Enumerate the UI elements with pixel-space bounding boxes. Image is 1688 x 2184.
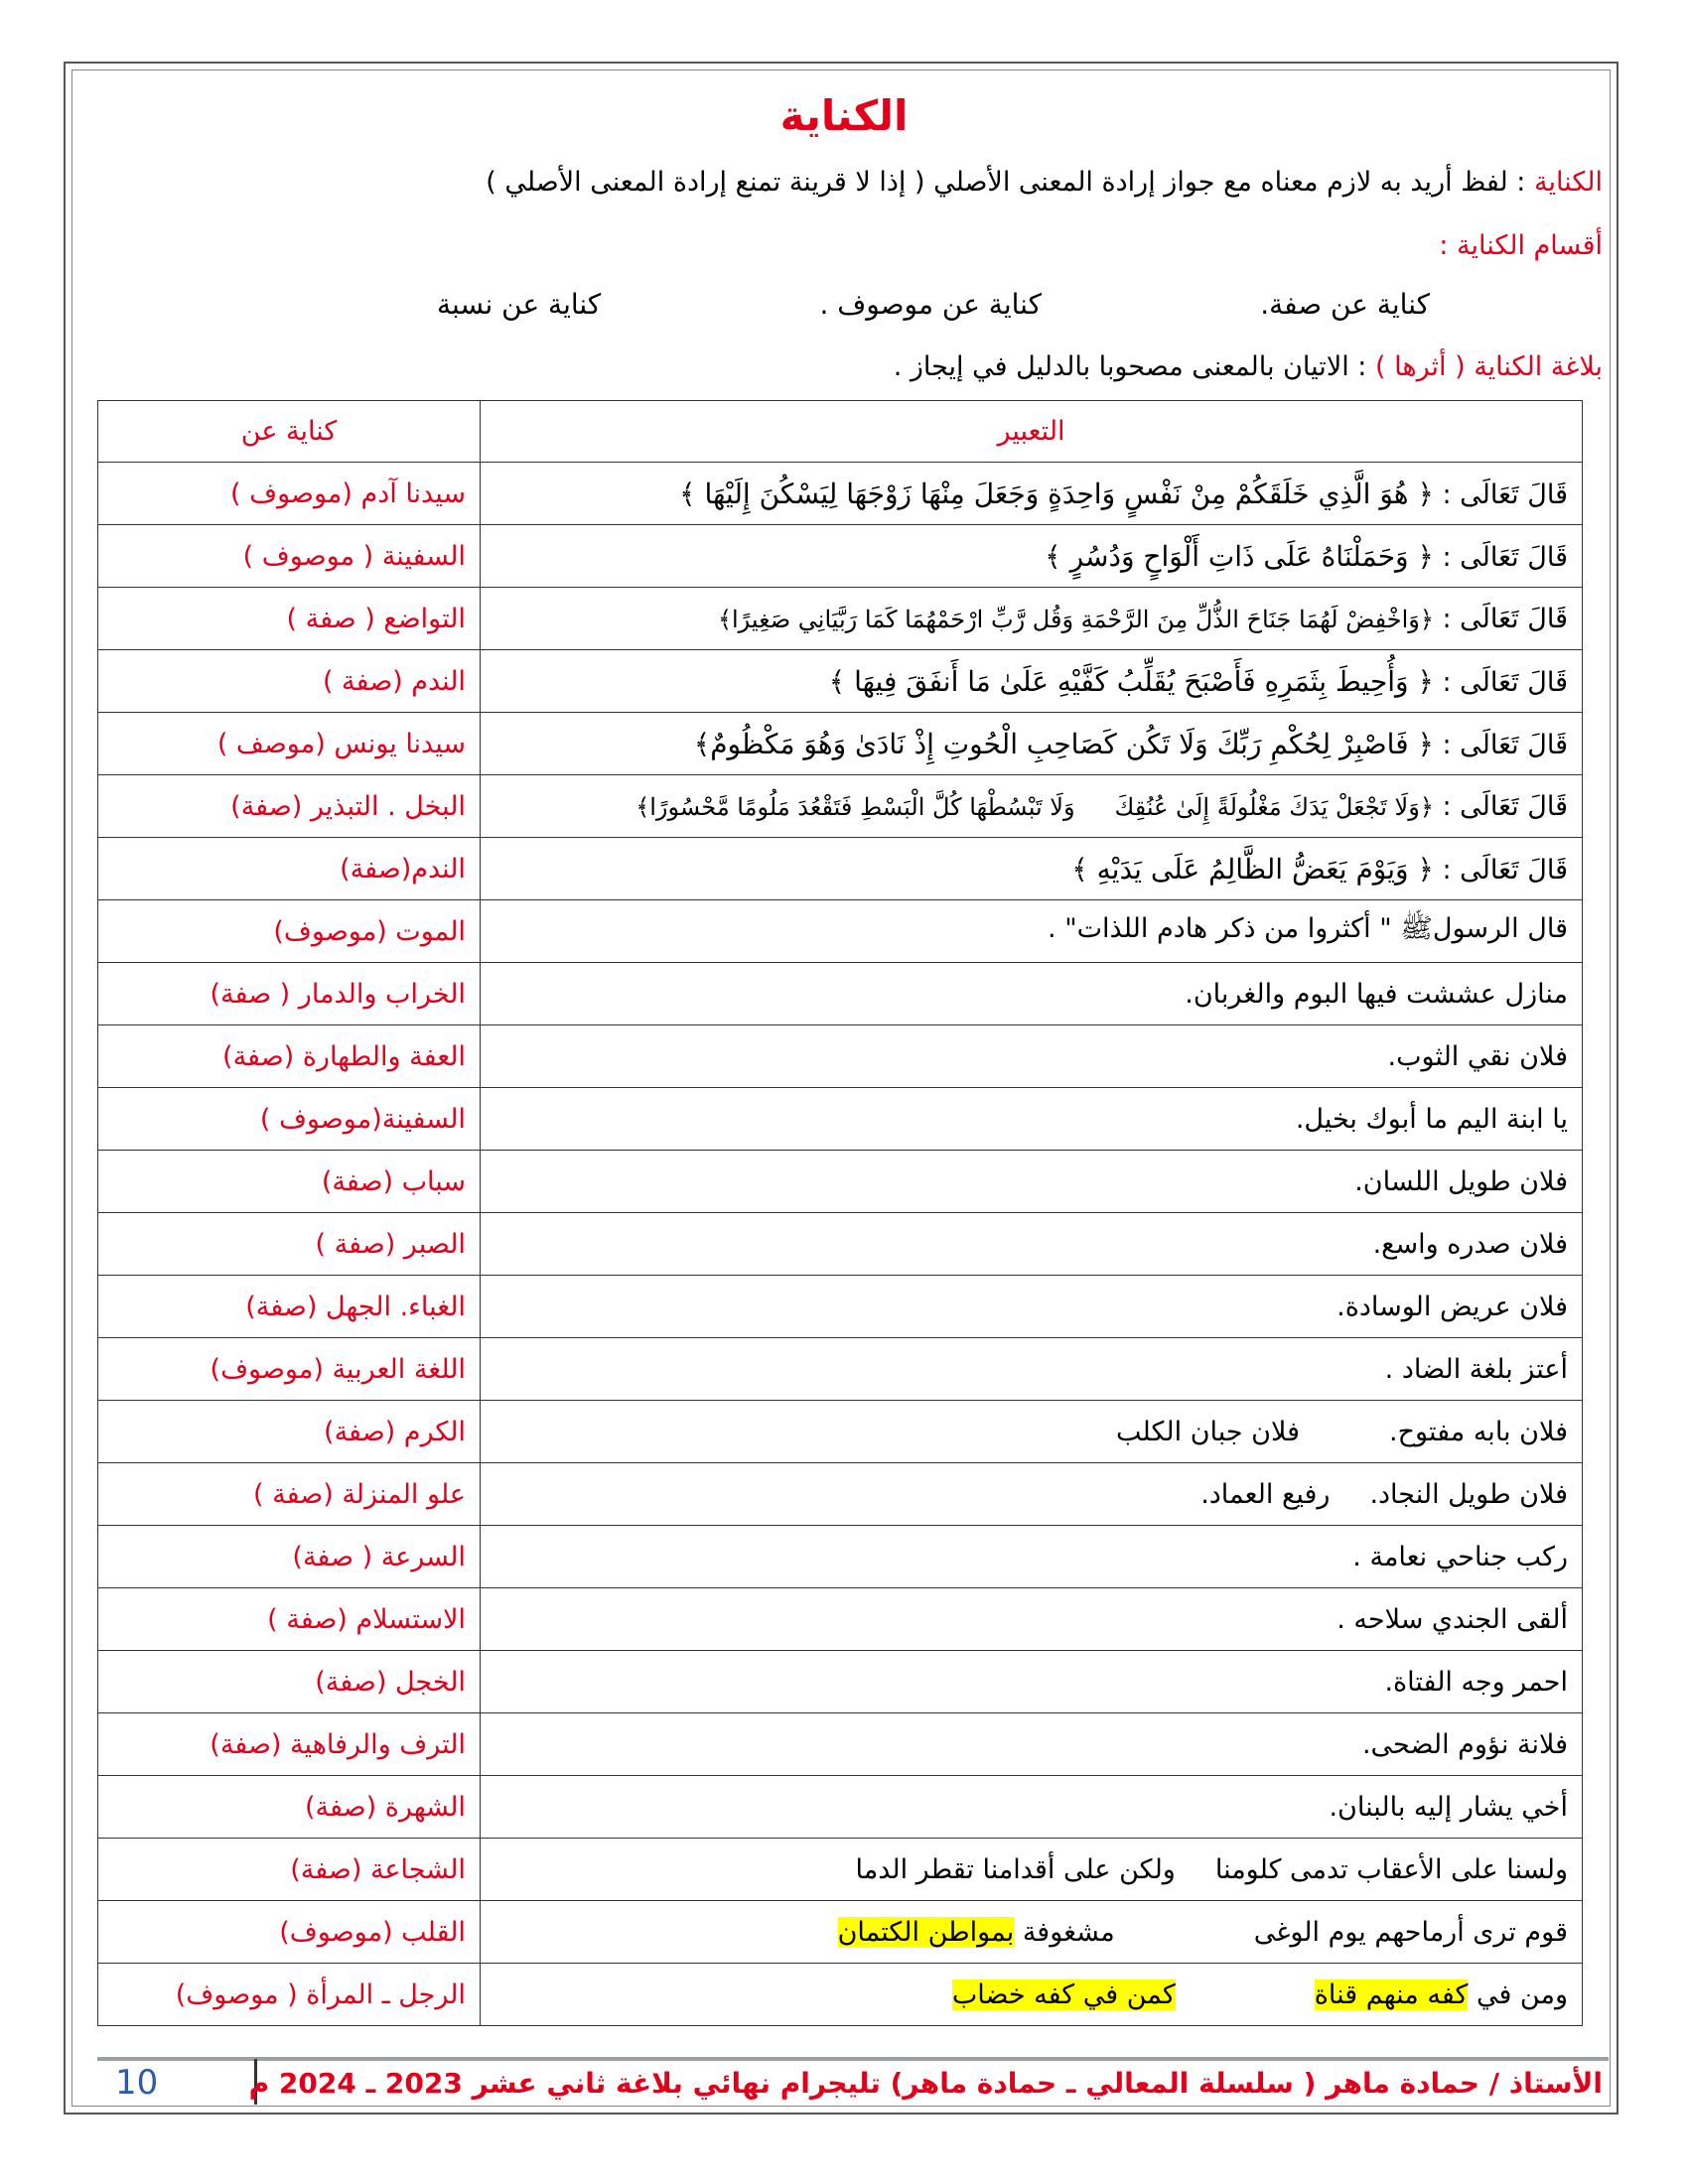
expression-text: ركب جناحي نعامة . [481,1526,1583,1588]
verse-prefix: قَالَ تَعَالَى : [1442,790,1568,822]
highlighted-phrase-second: كمن في كفه خضاب [951,1979,1176,2010]
table-row [98,1025,1583,1088]
kinaya-answer: العفة والطهارة (صفة) [98,1025,481,1088]
expression-text: منازل عششت فيها البوم والغربان. [481,963,1583,1025]
poem-first-hemistich: ولسنا على الأعقاب تدمى كلومنا [1214,1853,1568,1885]
verse-quote: ﴿ فَاصْبِرْ لِحُكْمِ رَبِّكَ وَلَا تَكُن كَصَاحِبِ الْحُوتِ إِذْ نَادَىٰ وَهُوَ مَكْظُومٌ﴾ [693,727,1434,760]
kinaya-table [97,400,1583,2026]
table-header-row [98,401,1583,463]
table-row [98,1463,1583,1526]
header-expression: التعبير [481,401,1583,463]
table-row [98,963,1583,1025]
table-row [98,463,1583,525]
verse-prefix: قَالَ تَعَالَى : [1442,854,1568,886]
kinaya-answer: سيدنا يونس (موصف ) [98,713,481,775]
kinaya-answer: الموت (موصوف) [98,900,481,963]
table-row [98,588,1583,650]
kinaya-answer: الخراب والدمار ( صفة) [98,963,481,1025]
expression-text: فلانة نؤوم الضحى. [481,1713,1583,1776]
verse-prefix: قَالَ تَعَالَى : [1442,729,1568,760]
table-row [98,525,1583,588]
sections-label: أقسام الكناية : [1439,230,1603,261]
expression-text: فلان صدره واسع. [481,1213,1583,1276]
table-row [98,1839,1583,1901]
expression-text: يا ابنة اليم ما أبوك بخيل. [481,1088,1583,1151]
kinaya-answer: الصبر (صفة ) [98,1213,481,1276]
poem-first-hemistich-start: ومن في [1476,1979,1568,2010]
table-row [98,1588,1583,1651]
poem-second-hemistich: ولكن على أقدامنا تقطر الدما [855,1853,1176,1885]
page-title: الكناية [779,91,909,140]
kinaya-answer: الشجاعة (صفة) [98,1839,481,1901]
expression-text: فلان طويل النجاد. [1369,1478,1568,1510]
expression-text: ألقى الجندي سلاحه . [481,1588,1583,1651]
verse-quote: ﴿ وَيَوْمَ يَعَضُّ الظَّالِمُ عَلَى يَدَيْهِ ﴾ [1071,852,1434,886]
table-row [98,1964,1583,2026]
header-kinaya: كناية عن [98,401,481,463]
kinaya-answer: الغباء. الجهل (صفة) [98,1276,481,1338]
footer-divider [97,2057,1609,2061]
page-number: 10 [115,2063,159,2103]
verse-prefix: قَالَ تَعَالَى : [1442,541,1568,573]
table-row [98,1776,1583,1839]
table-row [98,1713,1583,1776]
poem-second-hemistich-start: مشغوفة [1022,1916,1115,1948]
kinaya-answer: الكرم (صفة) [98,1401,481,1463]
expression-text: فلان نقي الثوب. [481,1025,1583,1088]
kinaya-answer: السفينة ( موصوف ) [98,525,481,588]
kinaya-answer: السفينة(موصوف ) [98,1088,481,1151]
table-row [98,713,1583,775]
kinaya-answer: السرعة ( صفة) [98,1526,481,1588]
highlighted-phrase: بمواطن الكتمان [837,1916,1015,1948]
table-row [98,1276,1583,1338]
kinaya-answer: البخل . التبذير (صفة) [98,775,481,838]
kinaya-answer: الاستسلام (صفة ) [98,1588,481,1651]
definition-label: الكناية [1533,167,1603,198]
kinaya-answer: الندم(صفة) [98,838,481,900]
table-row [98,900,1583,963]
verse-quote: ﴿ وَأُحِيطَ بِثَمَرِهِ فَأَصْبَحَ يُقَلِّبُ كَفَّيْهِ عَلَىٰ مَا أَنفَقَ فِيهَا ﴾ [828,664,1434,698]
kinaya-answer: الخجل (صفة) [98,1651,481,1713]
kinaya-answer: التواضع ( صفة ) [98,588,481,650]
expression-text: فلان بابه مفتوح. [1389,1416,1568,1447]
verse-quote: ﴿وَاخْفِضْ لَهُمَا جَنَاحَ الذُّلِّ مِنَ الرَّحْمَةِ وَقُل رَّبِّ ارْحَمْهُمَا كَمَا رَبَّيَانِي صَغِيرًا﴾ [717,605,1434,633]
table-row [98,650,1583,713]
table-row [98,1901,1583,1964]
definition-text: : لفظ أريد به لازم معناه مع جواز إرادة المعنى الأصلي ( إذا لا قرينة تمنع إرادة المعنى الأصلي ) [486,167,1526,198]
kinaya-answer: الندم (صفة ) [98,650,481,713]
kinaya-answer: سباب (صفة) [98,1151,481,1213]
balagha-label: بلاغة الكناية ( أثرها ) [1375,351,1603,382]
type-mawsoof: كناية عن موصوف . [819,288,1042,321]
kinaya-answer: اللغة العربية (موصوف) [98,1338,481,1401]
kinaya-types-list [437,288,1430,321]
table-row [98,1213,1583,1276]
table-row [98,1088,1583,1151]
kinaya-answer: علو المنزلة (صفة ) [98,1463,481,1526]
expression-text-second: فلان جبان الكلب [1116,1416,1301,1447]
poem-first-hemistich: قوم ترى أرماحهم يوم الوغى [1253,1916,1568,1948]
footer-author-line: الأستاذ / حمادة ماهر ( سلسلة المعالي ـ حمادة ماهر) تليجرام نهائي بلاغة ثاني عشر 2023 ـ 2024 م [248,2067,1603,2100]
verse-quote: ﴿ وَحَمَلْنَاهُ عَلَى ذَاتِ أَلْوَاحٍ وَدُسُرٍ ﴾ [1045,539,1434,573]
expression-text-second: رفيع العماد. [1200,1478,1331,1510]
balagha-line [894,351,1603,382]
table-row [98,1401,1583,1463]
verse-quote-second-half: وَلَا تَبْسُطْهَا كُلَّ الْبَسْطِ فَتَقْعُدَ مَلُومًا مَّحْسُورًا﴾ [635,792,1075,821]
table-row [98,1651,1583,1713]
kinaya-answer: الرجل ـ المرأة ( موصوف) [98,1964,481,2026]
table-row [98,1526,1583,1588]
expression-text: أخي يشار إليه بالبنان. [481,1776,1583,1839]
highlighted-phrase: كفه منهم قناة [1314,1979,1469,2010]
table-row [98,838,1583,900]
verse-prefix: قَالَ تَعَالَى : [1442,478,1568,510]
verse-quote: ﴿ هُوَ الَّذِي خَلَقَكُمْ مِنْ نَفْسٍ وَاحِدَةٍ وَجَعَلَ مِنْهَا زَوْجَهَا لِيَسْكُنَ إِلَيْهَا ﴾ [679,477,1434,510]
verse-quote: ﴿وَلَا تَجْعَلْ يَدَكَ مَغْلُولَةً إِلَىٰ عُنُقِكَ [1114,792,1434,821]
table-row [98,775,1583,838]
table-row [98,1151,1583,1213]
type-nisba: كناية عن نسبة [437,288,602,321]
kinaya-answer: سيدنا آدم (موصوف ) [98,463,481,525]
verse-prefix: قَالَ تَعَالَى : [1442,666,1568,698]
expression-text: احمر وجه الفتاة. [481,1651,1583,1713]
definition-line [486,167,1603,198]
kinaya-answer: الترف والرفاهية (صفة) [98,1713,481,1776]
balagha-text: : الاتيان بالمعنى مصحوبا بالدليل في إيجاز . [893,351,1367,382]
kinaya-answer: الشهرة (صفة) [98,1776,481,1839]
table-row [98,1338,1583,1401]
kinaya-answer: القلب (موصوف) [98,1901,481,1964]
type-sifa: كناية عن صفة. [1260,288,1430,321]
verse-prefix: قَالَ تَعَالَى : [1442,603,1568,634]
expression-text: فلان طويل اللسان. [481,1151,1583,1213]
expression-text: قال الرسولﷺ " أكثروا من ذكر هادم اللذات" . [481,900,1583,963]
expression-text: أعتز بلغة الضاد . [481,1338,1583,1401]
expression-text: فلان عريض الوسادة. [481,1276,1583,1338]
